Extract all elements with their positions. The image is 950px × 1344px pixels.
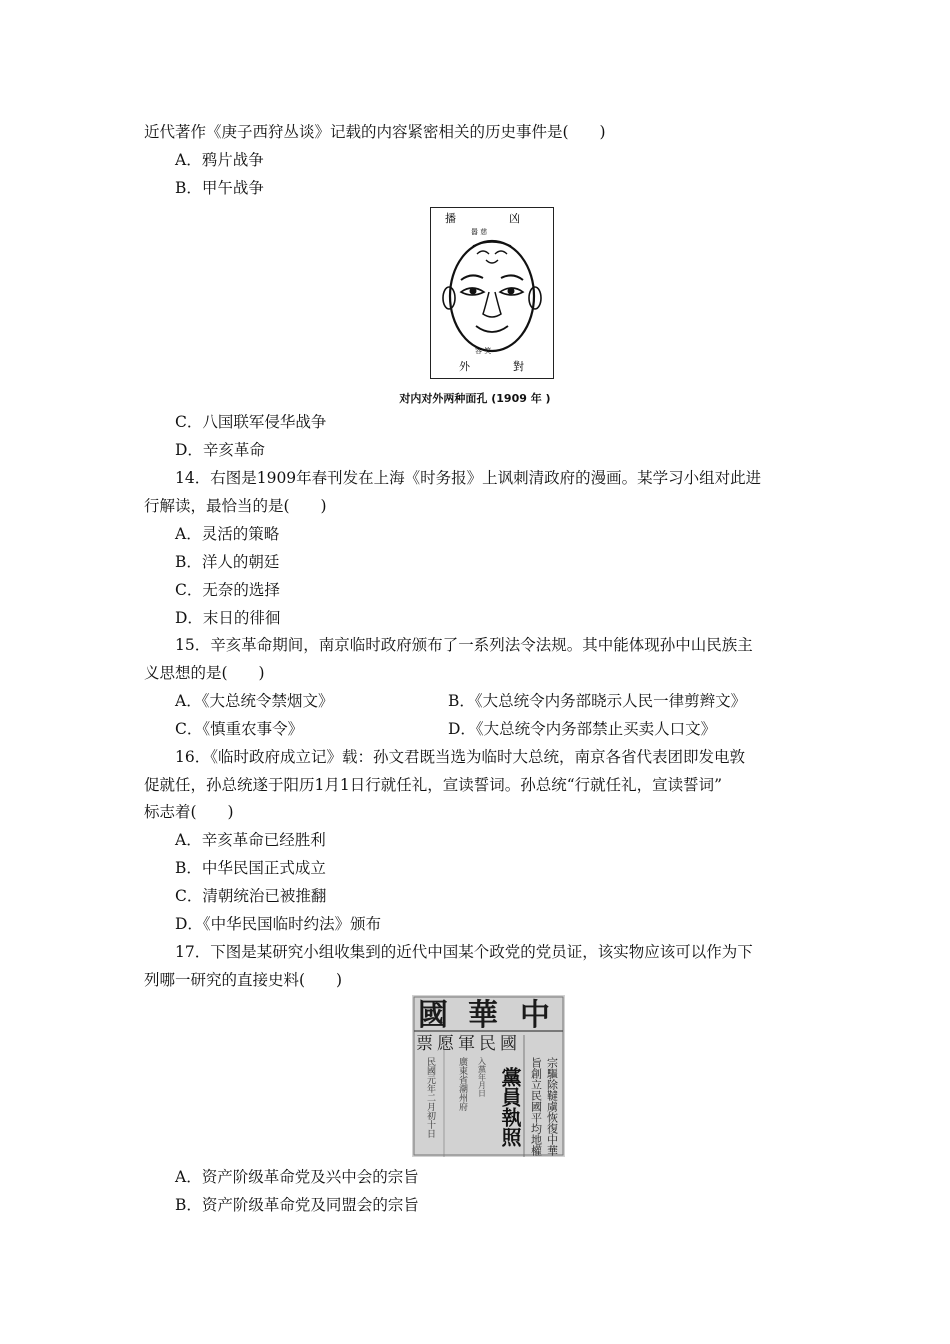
question-14-stem-line2: 行解读，最恰当的是( ) xyxy=(144,497,327,515)
option-d: D．辛亥革命 xyxy=(175,441,265,459)
question-13-stem: 近代著作《庚子西狩丛谈》记载的内容紧密相关的历史事件是( ) xyxy=(144,123,606,141)
question-16-option-a: A．辛亥革命已经胜利 xyxy=(175,831,326,849)
cert-header-guo: 國 xyxy=(418,998,448,1033)
cert-side-2: 廣東省潮州府 xyxy=(457,1057,467,1111)
figure-caption: 对内对外两种面孔 (1909 年 ) xyxy=(399,392,551,405)
cert-side-3: 民國元年二月初十日 xyxy=(425,1057,435,1138)
cartoon-figure xyxy=(430,207,554,379)
question-14-option-c: C．无奈的选择 xyxy=(175,581,280,599)
cartoon-label-top-mid: 嚣 慈 xyxy=(471,228,488,236)
cartoon-label-top-left: 播 xyxy=(445,212,456,225)
cert-big-title: 黨員執照 xyxy=(498,1067,522,1147)
question-16-stem-line3: 标志着( ) xyxy=(144,803,234,821)
face-illustration xyxy=(431,208,552,377)
question-17-stem-line2: 列哪一研究的直接史料( ) xyxy=(144,971,343,989)
membership-certificate-photo xyxy=(412,995,565,1157)
cert-side-1: 入黨年月日 xyxy=(477,1057,487,1097)
question-14-option-b: B．洋人的朝廷 xyxy=(175,553,280,571)
question-16-stem-line2: 促就任，孙总统遂于阳历1月1日行就任礼，宣读誓词。孙总统“行就任礼，宣读誓词” xyxy=(144,776,723,794)
question-16-option-c: C．清朝统治已被推翻 xyxy=(175,887,327,905)
question-14-stem-line1: 14．右图是1909年春刊发在上海《时务报》上讽刺清政府的漫画。某学习小组对此进 xyxy=(175,469,762,487)
question-15-option-b: B．《大总统令内务部晓示人民一律剪辫文》 xyxy=(448,692,747,710)
question-14-option-d: D．末日的徘徊 xyxy=(175,609,281,627)
option-a: A．鸦片战争 xyxy=(175,151,264,169)
cert-col-b: 旨創立民國平均地權 xyxy=(529,1057,543,1156)
cartoon-label-bottom-mid: 容 笑 xyxy=(475,347,492,355)
cert-row2: 票愿軍民國 xyxy=(416,1034,521,1054)
cert-col-a: 宗驅除韃虜恢復中華 xyxy=(545,1057,559,1156)
option-c: C．八国联军侵华战争 xyxy=(175,413,327,431)
question-16-option-b: B．中华民国正式成立 xyxy=(175,859,326,877)
question-15-option-a: A．《大总统令禁烟文》 xyxy=(175,692,334,710)
question-15-option-d: D．《大总统令内务部禁止买卖人口文》 xyxy=(448,720,717,738)
cartoon-label-bottom-left: 外 xyxy=(459,360,470,373)
question-17-option-a: A．资产阶级革命党及兴中会的宗旨 xyxy=(175,1168,419,1186)
question-17-option-b: B．资产阶级革命党及同盟会的宗旨 xyxy=(175,1196,419,1214)
option-b: B．甲午战争 xyxy=(175,179,264,197)
certificate-illustration xyxy=(412,995,565,1157)
question-16-option-d: D．《中华民国临时约法》颁布 xyxy=(175,915,382,933)
cert-header-zhong: 中 xyxy=(520,998,550,1033)
question-15-stem-line2: 义思想的是( ) xyxy=(144,664,265,682)
cartoon-label-bottom-right: 對 xyxy=(513,360,524,373)
question-15-option-c: C．《慎重农事令》 xyxy=(175,720,304,738)
question-14-option-a: A．灵活的策略 xyxy=(175,525,280,543)
cert-header-hua: 華 xyxy=(468,998,498,1033)
question-16-stem-line1: 16．《临时政府成立记》载：孙文君既当选为临时大总统，南京各省代表团即发电敦 xyxy=(175,748,745,766)
cartoon-label-top-right: 凶 xyxy=(509,212,520,225)
question-17-stem-line1: 17．下图是某研究小组收集到的近代中国某个政党的党员证，该实物应该可以作为下 xyxy=(175,943,753,961)
question-15-stem-line1: 15．辛亥革命期间，南京临时政府颁布了一系列法令法规。其中能体现孙中山民族主 xyxy=(175,636,753,654)
